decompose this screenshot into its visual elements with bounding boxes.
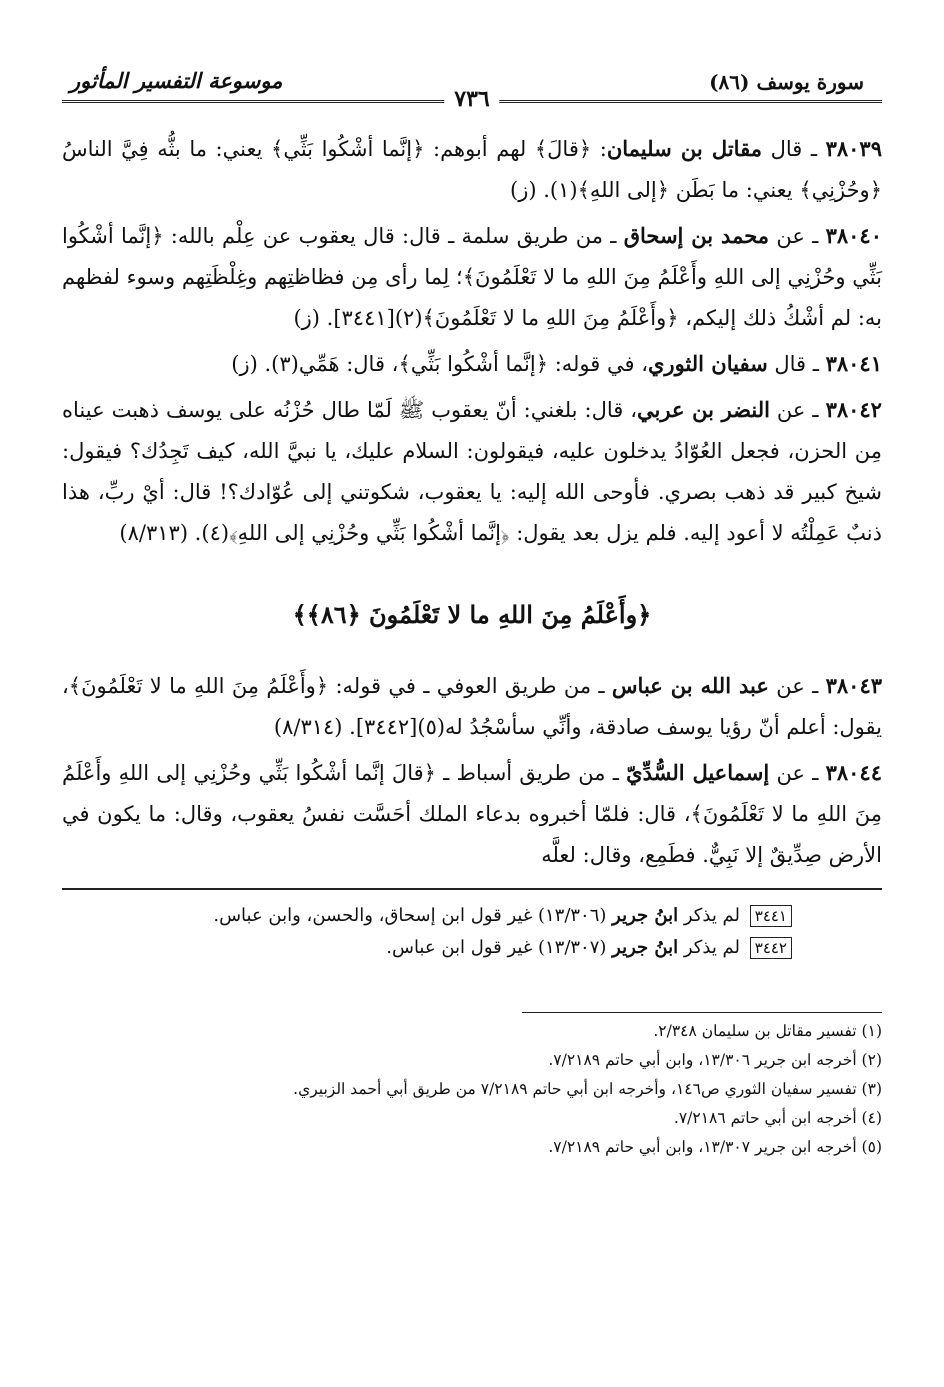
narration-number: ٣٨٠٤٤ [825, 760, 882, 785]
narration-text: ، في قوله: ﴿إنَّما أشْكُوا بَثِّي﴾، قال: هَمِّي(٣). (ز) [231, 352, 648, 376]
footnote: (٥) أخرجه ابن جرير ١٣/٣٠٧، وابن أبي حاتم ٧/٢١٨٩. [548, 1138, 882, 1156]
narrator-name: سفيان الثوري [648, 351, 768, 376]
note-tag: ٣٤٤١ [750, 905, 792, 927]
narration-number: ٣٨٠٤١ [825, 351, 882, 376]
note-prefix: لم يذكر [683, 905, 741, 926]
surah-title: سورة يوسف (٨٦) [709, 70, 864, 94]
narration-prefix: ـ قال [770, 137, 817, 161]
note-author: ابنُ جرير [612, 937, 679, 958]
page-number: ٧٣٦ [444, 86, 499, 112]
footnote: (١) تفسير مقاتل بن سليمان ٢/٣٤٨. [653, 1022, 882, 1040]
note-text: (١٣/٣٠٦) غير قول ابن إسحاق، والحسن، وابن عباس. [213, 905, 607, 926]
narration-prefix: ـ عن [776, 398, 819, 422]
narration-entry [62, 343, 882, 385]
editorial-note [62, 932, 792, 964]
note-prefix: لم يذكر [683, 937, 741, 958]
main-text [62, 128, 882, 876]
note-author: ابنُ جرير [612, 905, 679, 926]
narration-entry [62, 128, 882, 211]
narration-text: : ﴿قالَ﴾ لهم أبوهم: ﴿إنَّما أشْكُوا بَثِّي﴾ يعني: ما بثُّه فِيَّ الناسُ ﴿وحُزْنِي﴾ يعني: ما بَطَن ﴿إلى اللهِ﴾(١). (ز) [62, 137, 882, 202]
narrator-name: عبد الله بن عباس [611, 673, 769, 698]
editorial-notes [62, 888, 882, 964]
narration-text: ، قال: بلغني: أنّ يعقوب ﷺ لَمّا طال حُزْنُه على يوسف ذهبت عيناه مِن الحزن، فجعل العُوّادُ يدخلون عليه، فيقولون: السلام عليك، يا نبيَّ الله، كيف تَجِدُك؟ فيقول: شيخ كبير قد ذهب بصري. فأوحى الله إليه: يا يعقوب، شكوتني إلى عُوّادك؟! قال: أيْ ربِّ، هذا ذنبٌ عَمِلْتُه لا أعود إليه. فلم يزل بعد يقول: ﴿إنَّما أشْكُوا بَثِّي وحُزْنِي إلى اللهِ﴾(٤). (٨/٣١٣) [62, 398, 882, 545]
narration-prefix: ـ قال [774, 352, 819, 376]
narrator-name: النضر بن عربي [637, 397, 770, 422]
footnote: (٢) أخرجه ابن جرير ١٣/٣٠٦، وابن أبي حاتم ٧/٢١٨٩. [548, 1051, 882, 1069]
narration-entry [62, 752, 882, 876]
narrator-name: إسماعيل السُّدِّيّ [626, 760, 770, 785]
ayah-heading: ﴿وأَعْلَمُ مِنَ اللهِ ما لا تَعْلَمُونَ ﴿٨٦﴾﴾ [292, 600, 652, 629]
narrator-name: محمد بن إسحاق [623, 223, 770, 248]
narration-entry [62, 389, 882, 554]
narration-number: ٣٨٠٤٠ [825, 223, 882, 248]
page-header [62, 60, 882, 120]
narration-number: ٣٨٠٤٢ [825, 397, 882, 422]
footnote: (٣) تفسير سفيان الثوري ص١٤٦، وأخرجه ابن أبي حاتم ٧/٢١٨٩ من طريق أبي أحمد الزبيري. [293, 1080, 882, 1098]
footnotes [62, 1012, 882, 1162]
book-title: موسوعة التفسير المأثور [70, 68, 283, 93]
narration-text: ـ من طريق العوفي ـ في قوله: ﴿وأَعْلَمُ مِنَ اللهِ ما لا تَعْلَمُونَ﴾، يقول: أعلم أنّ رؤيا يوسف صادقة، وأنِّي سأسْجُدُ له(٥)[٣٤٤٢]. (٨/٣١٤) [62, 674, 882, 739]
editorial-note [62, 900, 792, 932]
narration-prefix: ـ عن [776, 761, 819, 785]
footnote: (٤) أخرجه ابن أبي حاتم ٧/٢١٨٦. [673, 1109, 882, 1127]
narration-number: ٣٨٠٤٣ [825, 673, 883, 698]
footnote-rule [522, 1012, 882, 1013]
note-tag: ٣٤٤٢ [750, 937, 792, 959]
narrator-name: مقاتل بن سليمان [606, 136, 762, 161]
narration-prefix: ـ عن [776, 674, 819, 698]
narration-number: ٣٨٠٣٩ [825, 136, 882, 161]
narration-entry [62, 215, 882, 339]
narration-prefix: ـ عن [776, 224, 819, 248]
narration-text: ـ من طريق سلمة ـ قال: قال يعقوب عن عِلْم بالله: ﴿إنَّما أشْكُوا بَثِّي وحُزْنِي إلى اللهِ وأَعْلَمُ مِنَ اللهِ ما لا تَعْلَمُونَ﴾؛ لِما رأى مِن فظاظتِهم وغِلْظَتِهم وسوء لفظهم به: لم أشْكُ ذلك إليكم، ﴿وأَعْلَمُ مِنَ اللهِ ما لا تَعْلَمُونَ﴾(٢)[٣٤٤١]. (ز) [62, 224, 882, 330]
narration-entry [62, 665, 882, 748]
narration-text: ـ من طريق أسباط ـ ﴿قالَ إنَّما أشْكُوا بَثِّي وحُزْنِي إلى اللهِ وأَعْلَمُ مِنَ اللهِ ما لا تَعْلَمُونَ﴾، قال: فلمّا أخبروه بدعاء الملك أحَسَّت نفسُ يعقوب، وقال: ما يكون في الأرض صِدِّيقٌ إلا نَبِيٌّ. فطَمِع، وقال: لعلَّه [62, 761, 882, 867]
note-text: (١٣/٣٠٧) غير قول ابن عباس. [386, 937, 607, 958]
